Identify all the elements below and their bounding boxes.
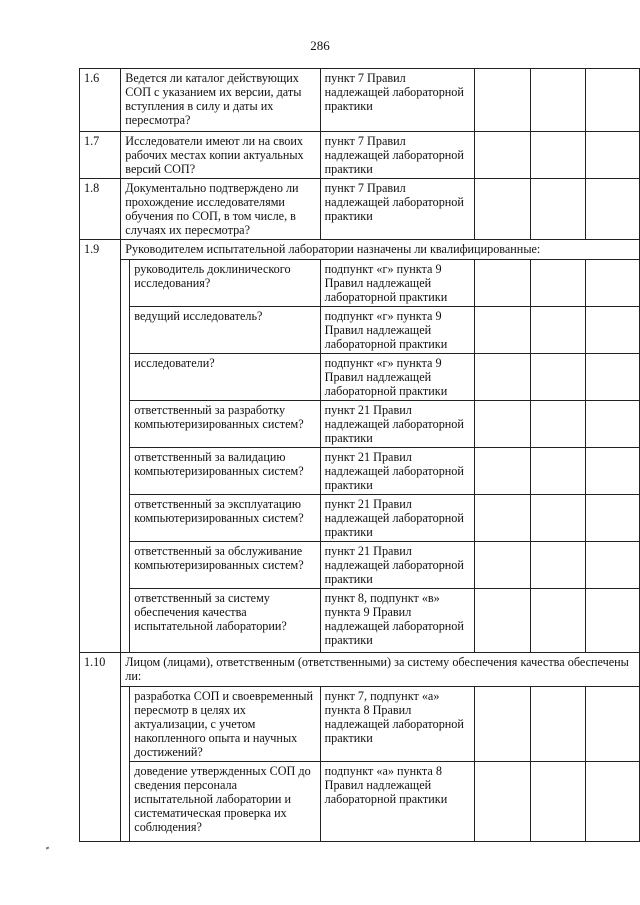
section-heading: Лицом (лицами), ответственным (ответственными) за систему обеспечения качества обеспечены ли: xyxy=(121,653,640,687)
item-number: 1.10 xyxy=(80,653,121,842)
legal-reference: пункт 7 Правил надлежащей лабораторной практики xyxy=(320,132,474,179)
legal-reference: пункт 8, подпункт «в» пункта 9 Правил надлежащей лабораторной практики xyxy=(320,589,474,653)
answer-cell[interactable] xyxy=(585,542,639,589)
answer-cell[interactable] xyxy=(474,687,530,762)
table-row xyxy=(80,179,640,240)
item-number: 1.8 xyxy=(80,179,121,240)
answer-cell[interactable] xyxy=(585,354,639,401)
answer-cell[interactable] xyxy=(530,687,585,762)
section-heading: Руководителем испытательной лаборатории назначены ли квалифицированные: xyxy=(121,240,640,260)
answer-cell[interactable] xyxy=(585,762,639,842)
legal-reference: подпункт «г» пункта 9 Правил надлежащей лабораторной практики xyxy=(320,354,474,401)
answer-cell[interactable] xyxy=(585,448,639,495)
answer-cell[interactable] xyxy=(530,495,585,542)
legal-reference: пункт 21 Правил надлежащей лабораторной практики xyxy=(320,495,474,542)
answer-cell[interactable] xyxy=(474,762,530,842)
table-row xyxy=(80,69,640,132)
answer-cell[interactable] xyxy=(585,401,639,448)
answer-cell[interactable] xyxy=(474,354,530,401)
item-number: 1.7 xyxy=(80,132,121,179)
question-text: исследователи? xyxy=(130,354,320,401)
legal-reference: подпункт «г» пункта 9 Правил надлежащей лабораторной практики xyxy=(320,307,474,354)
question-text: ответственный за систему обеспечения качества испытательной лаборатории? xyxy=(130,589,320,653)
answer-cell[interactable] xyxy=(474,307,530,354)
table-row xyxy=(80,542,640,589)
legal-reference: пункт 7 Правил надлежащей лабораторной практики xyxy=(320,69,474,132)
answer-cell[interactable] xyxy=(474,132,530,179)
table-row xyxy=(80,448,640,495)
checklist-table xyxy=(79,68,640,842)
answer-cell[interactable] xyxy=(585,589,639,653)
legal-reference: пункт 21 Правил надлежащей лабораторной практики xyxy=(320,448,474,495)
answer-cell[interactable] xyxy=(474,401,530,448)
answer-cell[interactable] xyxy=(474,589,530,653)
scan-speck xyxy=(46,846,50,849)
answer-cell[interactable] xyxy=(585,132,639,179)
question-text: доведение утвержденных СОП до сведения персонала испытательной лаборатории и систематическая проверка их соблюдения? xyxy=(130,762,320,842)
table-row xyxy=(80,653,640,687)
answer-cell[interactable] xyxy=(585,179,639,240)
answer-cell[interactable] xyxy=(530,354,585,401)
legal-reference: пункт 7 Правил надлежащей лабораторной практики xyxy=(320,179,474,240)
answer-cell[interactable] xyxy=(585,69,639,132)
answer-cell[interactable] xyxy=(474,179,530,240)
legal-reference: пункт 7, подпункт «а» пункта 8 Правил надлежащей лабораторной практики xyxy=(320,687,474,762)
question-text: Документально подтверждено ли прохождение исследователями обучения по СОП, в том числе, в случаях их пересмотра? xyxy=(121,179,320,240)
answer-cell[interactable] xyxy=(585,260,639,307)
question-text: ответственный за валидацию компьютеризированных систем? xyxy=(130,448,320,495)
question-text: ведущий исследователь? xyxy=(130,307,320,354)
table-row xyxy=(80,401,640,448)
item-number: 1.6 xyxy=(80,69,121,132)
question-text: ответственный за эксплуатацию компьютеризированных систем? xyxy=(130,495,320,542)
question-text: разработка СОП и своевременный пересмотр в целях их актуализации, с учетом накопленного опыта и научных достижений? xyxy=(130,687,320,762)
answer-cell[interactable] xyxy=(530,542,585,589)
answer-cell[interactable] xyxy=(585,307,639,354)
answer-cell[interactable] xyxy=(530,401,585,448)
table-row xyxy=(80,762,640,842)
answer-cell[interactable] xyxy=(530,179,585,240)
answer-cell[interactable] xyxy=(474,69,530,132)
table-row xyxy=(80,132,640,179)
answer-cell[interactable] xyxy=(585,495,639,542)
table-row xyxy=(80,687,640,762)
legal-reference: подпункт «а» пункта 8 Правил надлежащей лабораторной практики xyxy=(320,762,474,842)
legal-reference: подпункт «г» пункта 9 Правил надлежащей лабораторной практики xyxy=(320,260,474,307)
answer-cell[interactable] xyxy=(530,69,585,132)
question-text: Ведется ли каталог действующих СОП с указанием их версии, даты вступления в силу и даты их пересмотра? xyxy=(121,69,320,132)
item-number: 1.9 xyxy=(80,240,121,653)
answer-cell[interactable] xyxy=(474,260,530,307)
answer-cell[interactable] xyxy=(474,495,530,542)
answer-cell[interactable] xyxy=(530,589,585,653)
question-text: Исследователи имеют ли на своих рабочих местах копии актуальных версий СОП? xyxy=(121,132,320,179)
table-row xyxy=(80,589,640,653)
answer-cell[interactable] xyxy=(585,687,639,762)
legal-reference: пункт 21 Правил надлежащей лабораторной практики xyxy=(320,542,474,589)
question-text: ответственный за разработку компьютеризированных систем? xyxy=(130,401,320,448)
answer-cell[interactable] xyxy=(530,132,585,179)
table-row xyxy=(80,240,640,260)
table-row xyxy=(80,260,640,307)
table-row xyxy=(80,307,640,354)
answer-cell[interactable] xyxy=(474,448,530,495)
question-text: ответственный за обслуживание компьютеризированных систем? xyxy=(130,542,320,589)
legal-reference: пункт 21 Правил надлежащей лабораторной практики xyxy=(320,401,474,448)
page-number: 286 xyxy=(310,38,330,53)
answer-cell[interactable] xyxy=(530,307,585,354)
indent-spacer xyxy=(121,260,130,653)
question-text: руководитель доклинического исследования? xyxy=(130,260,320,307)
indent-spacer xyxy=(121,687,130,842)
answer-cell[interactable] xyxy=(530,448,585,495)
answer-cell[interactable] xyxy=(474,542,530,589)
table-row xyxy=(80,495,640,542)
table-row xyxy=(80,354,640,401)
answer-cell[interactable] xyxy=(530,260,585,307)
answer-cell[interactable] xyxy=(530,762,585,842)
